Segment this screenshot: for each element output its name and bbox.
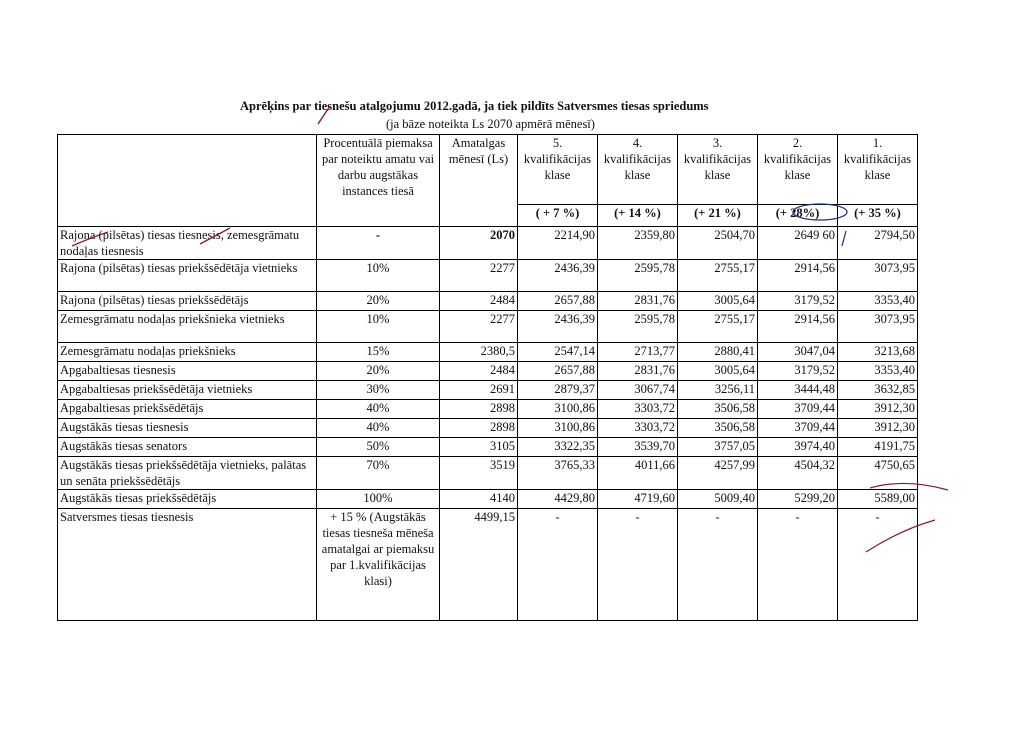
class3-cell: 3256,11 xyxy=(678,381,758,400)
class2-cell: 2914,56 xyxy=(758,260,838,292)
class3-cell: 2755,17 xyxy=(678,311,758,343)
class1-cell: 3073,95 xyxy=(838,311,918,343)
increment-class2: (+ 28%) xyxy=(758,205,838,227)
salary-cell: 2484 xyxy=(440,292,518,311)
class2-cell: 3709,44 xyxy=(758,419,838,438)
class2-cell: 5299,20 xyxy=(758,490,838,509)
increment-class4: (+ 14 %) xyxy=(598,205,678,227)
table-row xyxy=(58,419,918,438)
position-cell: Augstākās tiesas priekšsēdētāja vietnieks, palātas un senāta priekšsēdētājs xyxy=(58,457,317,490)
table-row xyxy=(58,362,918,381)
table-row xyxy=(58,438,918,457)
class4-cell: 3303,72 xyxy=(598,400,678,419)
percent-cell: 70% xyxy=(317,457,440,490)
position-cell: Rajona (pilsētas) tiesas priekšsēdētājs xyxy=(58,292,317,311)
class3-cell: 2755,17 xyxy=(678,260,758,292)
percent-cell: + 15 % (Augstākās tiesas tiesneša mēneša amatalgai ar piemaksu par 1.kvalifikācijas klasi) xyxy=(317,509,440,621)
class5-cell: 2879,37 xyxy=(518,381,598,400)
class2-cell: 3444,48 xyxy=(758,381,838,400)
class2-cell: 3974,40 xyxy=(758,438,838,457)
class2-cell: - xyxy=(758,509,838,621)
percent-cell: 15% xyxy=(317,343,440,362)
document-subtitle: (ja bāze noteikta Ls 2070 apmērā mēnesī) xyxy=(386,117,595,131)
table-row xyxy=(58,381,918,400)
class4-cell: 4011,66 xyxy=(598,457,678,490)
class2-cell: 3047,04 xyxy=(758,343,838,362)
class2-cell: 3179,52 xyxy=(758,362,838,381)
position-cell: Augstākās tiesas tiesnesis xyxy=(58,419,317,438)
table-row xyxy=(58,343,918,362)
class1-cell: 4750,65 xyxy=(838,457,918,490)
increment-class5: ( + 7 %) xyxy=(518,205,598,227)
table-row xyxy=(58,311,918,343)
table-row xyxy=(58,260,918,292)
position-cell: Rajona (pilsētas) tiesas tiesnesis, zemesgrāmatu nodaļas tiesnesis xyxy=(58,227,317,260)
percent-cell: 10% xyxy=(317,260,440,292)
class5-cell: 2436,39 xyxy=(518,260,598,292)
salary-cell: 2380,5 xyxy=(440,343,518,362)
class5-cell: - xyxy=(518,509,598,621)
salary-cell: 3519 xyxy=(440,457,518,490)
position-cell: Augstākās tiesas priekšsēdētājs xyxy=(58,490,317,509)
class1-cell: 3632,85 xyxy=(838,381,918,400)
class2-cell: 4504,32 xyxy=(758,457,838,490)
salary-cell: 2898 xyxy=(440,419,518,438)
salary-cell: 2898 xyxy=(440,400,518,419)
class2-cell: 2649 60 xyxy=(758,227,838,260)
salary-cell: 4140 xyxy=(440,490,518,509)
class3-cell: 3005,64 xyxy=(678,362,758,381)
table-row xyxy=(58,457,918,490)
percent-cell: 20% xyxy=(317,292,440,311)
class1-cell: 3912,30 xyxy=(838,400,918,419)
class5-cell: 3100,86 xyxy=(518,419,598,438)
percent-cell: 30% xyxy=(317,381,440,400)
salary-cell: 2277 xyxy=(440,311,518,343)
position-cell: Satversmes tiesas tiesnesis xyxy=(58,509,317,621)
salary-cell: 2484 xyxy=(440,362,518,381)
class2-cell: 2914,56 xyxy=(758,311,838,343)
class3-cell: 4257,99 xyxy=(678,457,758,490)
position-cell: Rajona (pilsētas) tiesas priekšsēdētāja vietnieks xyxy=(58,260,317,292)
percent-cell: 50% xyxy=(317,438,440,457)
header-class5: 5. kvalifikācijas klase xyxy=(518,135,598,205)
class5-cell: 2214,90 xyxy=(518,227,598,260)
class5-cell: 4429,80 xyxy=(518,490,598,509)
class2-cell: 3179,52 xyxy=(758,292,838,311)
class2-cell: 3709,44 xyxy=(758,400,838,419)
class3-cell: 2504,70 xyxy=(678,227,758,260)
class4-cell: 2359,80 xyxy=(598,227,678,260)
class1-cell: 3912,30 xyxy=(838,419,918,438)
class4-cell: 2595,78 xyxy=(598,311,678,343)
class1-cell: 5589,00 xyxy=(838,490,918,509)
class3-cell: 3757,05 xyxy=(678,438,758,457)
percent-cell: 40% xyxy=(317,419,440,438)
class1-cell: - xyxy=(838,509,918,621)
class1-cell: 3353,40 xyxy=(838,362,918,381)
position-cell: Augstākās tiesas senators xyxy=(58,438,317,457)
document-title: Aprēķins par tiesnešu atalgojumu 2012.gadā, ja tiek pildīts Satversmes tiesas spriedums xyxy=(240,99,709,113)
percent-cell: 10% xyxy=(317,311,440,343)
class3-cell: 3506,58 xyxy=(678,400,758,419)
position-cell: Apgabaltiesas tiesnesis xyxy=(58,362,317,381)
class4-cell: 2831,76 xyxy=(598,362,678,381)
salary-cell: 2277 xyxy=(440,260,518,292)
class5-cell: 3322,35 xyxy=(518,438,598,457)
position-cell: Zemesgrāmatu nodaļas priekšnieka vietnieks xyxy=(58,311,317,343)
class5-cell: 2657,88 xyxy=(518,292,598,311)
class3-cell: 5009,40 xyxy=(678,490,758,509)
class3-cell: 3506,58 xyxy=(678,419,758,438)
class4-cell: - xyxy=(598,509,678,621)
class4-cell: 3303,72 xyxy=(598,419,678,438)
class1-cell: 3353,40 xyxy=(838,292,918,311)
percent-cell: 20% xyxy=(317,362,440,381)
salary-cell: 3105 xyxy=(440,438,518,457)
position-cell: Apgabaltiesas priekšsēdētāja vietnieks xyxy=(58,381,317,400)
class4-cell: 3067,74 xyxy=(598,381,678,400)
header-row xyxy=(58,135,918,205)
class1-cell: 2794,50 xyxy=(838,227,918,260)
header-position xyxy=(58,135,317,227)
percent-cell: 100% xyxy=(317,490,440,509)
salary-cell: 4499,15 xyxy=(440,509,518,621)
class3-cell: - xyxy=(678,509,758,621)
class4-cell: 2831,76 xyxy=(598,292,678,311)
header-class1: 1. kvalifikācijas klase xyxy=(838,135,918,205)
header-salary: Amatalgas mēnesī (Ls) xyxy=(440,135,518,227)
class5-cell: 2436,39 xyxy=(518,311,598,343)
class5-cell: 2547,14 xyxy=(518,343,598,362)
class4-cell: 2713,77 xyxy=(598,343,678,362)
class4-cell: 4719,60 xyxy=(598,490,678,509)
class5-cell: 2657,88 xyxy=(518,362,598,381)
class4-cell: 2595,78 xyxy=(598,260,678,292)
header-class3: 3. kvalifikācijas klase xyxy=(678,135,758,205)
class1-cell: 3073,95 xyxy=(838,260,918,292)
salary-table xyxy=(57,134,918,621)
table-row xyxy=(58,292,918,311)
position-cell: Zemesgrāmatu nodaļas priekšnieks xyxy=(58,343,317,362)
class3-cell: 3005,64 xyxy=(678,292,758,311)
class1-cell: 4191,75 xyxy=(838,438,918,457)
header-class4: 4. kvalifikācijas klase xyxy=(598,135,678,205)
class1-cell: 3213,68 xyxy=(838,343,918,362)
header-percent: Procentuālā piemaksa par noteiktu amatu vai darbu augstākas instances tiesā xyxy=(317,135,440,227)
table-row xyxy=(58,400,918,419)
increment-class1: (+ 35 %) xyxy=(838,205,918,227)
percent-cell: 40% xyxy=(317,400,440,419)
salary-cell: 2691 xyxy=(440,381,518,400)
class4-cell: 3539,70 xyxy=(598,438,678,457)
percent-cell: - xyxy=(317,227,440,260)
table-row xyxy=(58,227,918,260)
salary-cell: 2070 xyxy=(440,227,518,260)
header-class2: 2. kvalifikācijas klase xyxy=(758,135,838,205)
class5-cell: 3100,86 xyxy=(518,400,598,419)
class3-cell: 2880,41 xyxy=(678,343,758,362)
class5-cell: 3765,33 xyxy=(518,457,598,490)
table-row xyxy=(58,490,918,509)
increment-class3: (+ 21 %) xyxy=(678,205,758,227)
table-row-last xyxy=(58,509,918,621)
position-cell: Apgabaltiesas priekšsēdētājs xyxy=(58,400,317,419)
